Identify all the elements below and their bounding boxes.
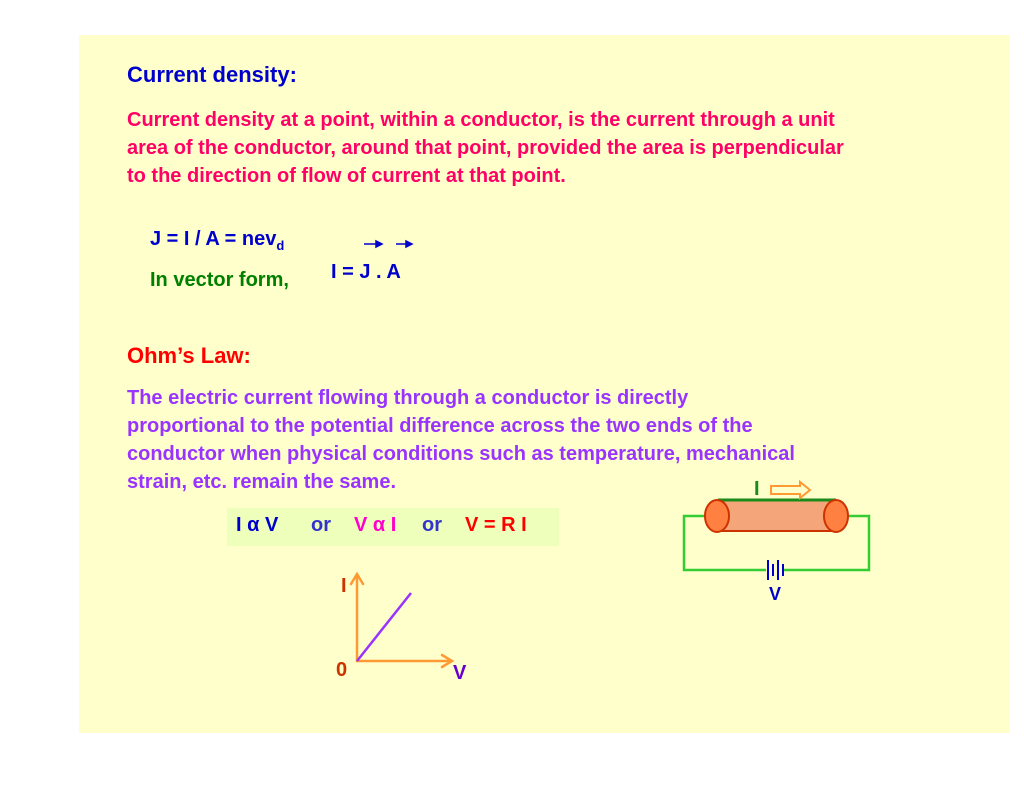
vector-form-label: In vector form, [150,269,289,291]
current-direction-arrow-icon [771,482,810,498]
graph-origin-label: 0 [336,659,348,681]
circuit-current-label: I [754,478,760,500]
ohms-law-heading: Ohm’s Law: [127,343,251,368]
current-density-heading: Current density: [127,62,297,87]
relation-or-2: or [422,514,442,536]
formula-main: J = I / A = nev [150,228,277,250]
formula-subscript: d [276,238,285,253]
circuit-voltage-label: V [769,584,782,604]
graph-y-label: I [341,575,347,597]
statement-line: The electric current flowing through a conductor is directly [127,387,689,409]
statement-line: strain, etc. remain the same. [127,471,397,493]
relation-v-equals-ri: V = R I [465,514,527,536]
battery-icon [768,560,783,580]
conductor-right-end [824,500,848,532]
conductor-body [716,501,836,531]
relation-v-alpha-i: V α I [354,514,397,536]
definition-line: Current density at a point, within a conductor, is the current through a unit [127,109,835,131]
conductor-left-end [705,500,729,532]
graph-x-label: V [453,662,467,684]
statement-line: proportional to the potential difference across the two ends of the [127,415,753,437]
statement-line: conductor when physical conditions such as temperature, mechanical [127,443,795,465]
definition-line: area of the conductor, around that point, provided the area is perpendicular [127,137,844,159]
vector-formula: I = J . A [331,261,401,283]
definition-line: to the direction of flow of current at that point. [127,165,566,187]
relation-i-alpha-v: I α V [236,514,279,536]
relation-or-1: or [311,514,331,536]
